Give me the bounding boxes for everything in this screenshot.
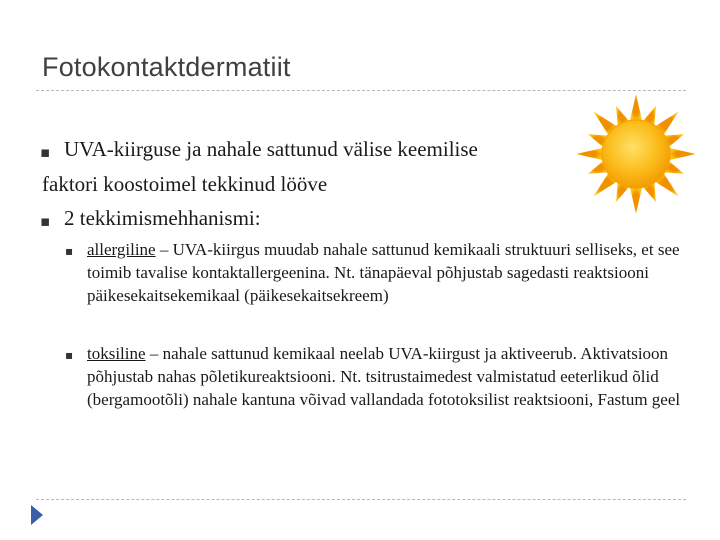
footer-divider bbox=[36, 499, 686, 500]
sun-ray bbox=[669, 148, 696, 160]
square-bullet-icon: ▪ bbox=[40, 212, 51, 230]
sun-ray bbox=[576, 148, 603, 160]
bullet-1-line-2: faktori koostoimel tekkinud lööve bbox=[42, 172, 328, 196]
bullet-1-continuation bbox=[42, 172, 327, 197]
term-toxic: toksiline bbox=[87, 344, 146, 363]
sun-ray bbox=[630, 94, 642, 121]
term-allergic: allergiline bbox=[87, 240, 156, 259]
square-bullet-icon: ▪ bbox=[65, 348, 74, 362]
sun-icon bbox=[574, 92, 698, 216]
sub-bullet-allergic bbox=[65, 238, 687, 307]
next-slide-arrow-icon[interactable] bbox=[30, 504, 44, 526]
square-bullet-icon: ▪ bbox=[65, 244, 74, 258]
bullet-1-line-1: UVA-kiirguse ja nahale sattunud välise keemilise bbox=[64, 137, 478, 161]
allergic-description: – UVA-kiirgus muudab nahale sattunud kemikaali struktuuri selliseks, et see toimib tavalise kontaktallergeenina. Nt. tänapäeval põhjustab sagedasti reaktsiooni päikesekaitsekemikaal (päikesekaitsekreem) bbox=[87, 240, 680, 305]
sub-bullet-toxic bbox=[65, 342, 687, 411]
slide-title: Fotokontaktdermatiit bbox=[42, 52, 291, 82]
bullet-2-text: 2 tekkimismehhanismi: bbox=[64, 206, 261, 230]
toxic-description: – nahale sattunud kemikaal neelab UVA-kiirgust ja aktiveerub. Aktivatsioon põhjustab nahas põletikureaktsiooni. Nt. tsitrustaimedest valmistatud eeterlikud õlid (bergamootõli) nahale kantuna võivad vallandada fototoksilist reaktsiooni, Fastum geel bbox=[87, 344, 681, 409]
sun-ray bbox=[630, 187, 642, 214]
title-divider bbox=[36, 90, 686, 91]
square-bullet-icon: ▪ bbox=[40, 143, 51, 161]
